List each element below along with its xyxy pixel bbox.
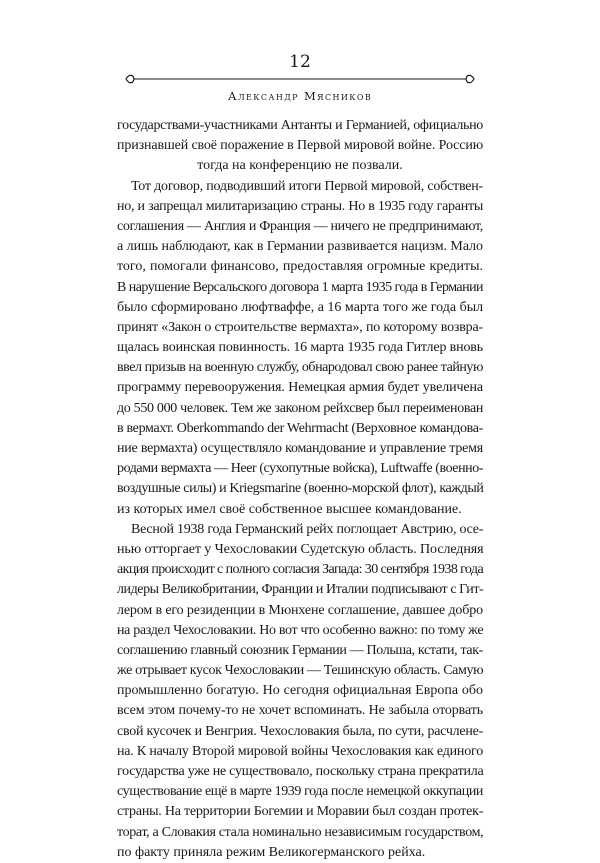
text-line: Тот договор, подводивший итоги Первой мировой, собствен- <box>131 178 483 194</box>
body-text <box>117 116 483 863</box>
right-ornament-icon <box>466 75 474 83</box>
text-line: государствами-участниками Антанты и Германией, официально <box>117 118 483 133</box>
text-line: родами вермахта — Heer (сухопутные войска), Luftwaffe (военно- <box>117 461 483 477</box>
text-line: признавшей своё поражение в Первой мировой войне. Россию <box>117 138 484 154</box>
text-line: того, помогали финансово, предоставляя огромные кредиты. <box>117 259 483 275</box>
text-line: страны. На территории Богемии и Моравии был создан протек- <box>117 804 484 820</box>
text-line: государства уже не существовало, поскольку страна прекратила <box>117 764 484 779</box>
header-rule <box>124 72 476 86</box>
text-line: на раздел Чехословакии. Но вот что особенно важно: по тому же <box>117 622 484 638</box>
text-line: акция происходит с полного согласия Запада: 30 сентября 1938 года <box>117 562 484 578</box>
text-line: до 550 000 человек. Тем же законом рейхсвер был переименован <box>117 400 483 416</box>
text-line: ние вермахта) осуществляло командование и управление тремя <box>117 441 483 456</box>
text-line: в вермахт. Oberkommando der Wehrmacht (Верховное командова- <box>117 420 484 436</box>
text-line: на. К началу Второй мировой войны Чехословакия как единого <box>117 743 483 759</box>
text-line: по факту приняла режим Великогерманского рейха. <box>117 844 426 860</box>
text-line: всем этом почему-то не хочет вспоминать. Не забыла оторвать <box>117 703 483 719</box>
text-line: ввел призыв на военную службу, обнародовал свою ранее тайную <box>117 360 483 376</box>
text-line: принят «Закон о строительстве вермахта», по которому возвра- <box>117 319 483 335</box>
running-head: Александр Мясников <box>227 89 373 103</box>
text-line: свой кусочек и Венгрия. Чехословакия была, по сути, расчлене- <box>117 723 483 739</box>
text-line: же отрывает кусок Чехословакии — Тешинскую область. Самую <box>117 663 484 679</box>
page-number: 12 <box>289 52 311 72</box>
left-ornament-icon <box>126 75 134 83</box>
text-line: промышленно богатую. Но сегодня официальная Европа обо <box>117 683 483 699</box>
text-line: соглашению главный союзник Германии — Польша, кстати, так- <box>117 642 483 658</box>
text-line: из которых имел своё собственное высшее командование. <box>117 501 462 517</box>
text-line: В нарушение Версальского договора 1 марта 1935 года в Германии <box>117 279 483 295</box>
text-line: лером в его резиденции в Мюнхене соглашение, давшее добро <box>117 602 483 618</box>
text-line: но, и запрещал милитаризацию страны. Но в 1935 году гаранты <box>117 198 483 214</box>
text-line: программу перевооружения. Немецкая армия будет увеличена <box>117 380 483 396</box>
text-line: торат, а Словакия стала номинально независимым государством, <box>117 824 484 840</box>
text-line: существование ещё в марте 1939 года после немецкой оккупации <box>117 784 484 800</box>
text-line: Весной 1938 года Германский рейх поглощает Австрию, осе- <box>131 521 484 537</box>
text-line: тогда на конференцию не позвали. <box>197 158 403 174</box>
text-line: соглашения — Англия и Франция — ничего не предпринимают, <box>117 218 483 234</box>
text-line: щалась воинская повинность. 16 марта 1935 года Гитлер вновь <box>117 340 483 356</box>
text-line: было сформировано люфтваффе, а 16 марта того же года был <box>117 299 484 315</box>
text-line: нью отторгает у Чехословакии Судетскую область. Последняя <box>117 541 484 557</box>
text-line: а лишь наблюдают, как в Германии развивается нацизм. Мало <box>117 239 483 255</box>
text-line: воздушные силы) и Kriegsmarine (военно-морской флот), каждый <box>117 481 484 497</box>
text-line: лидеры Великобритании, Франции и Италии подписывают с Гит- <box>117 582 484 598</box>
